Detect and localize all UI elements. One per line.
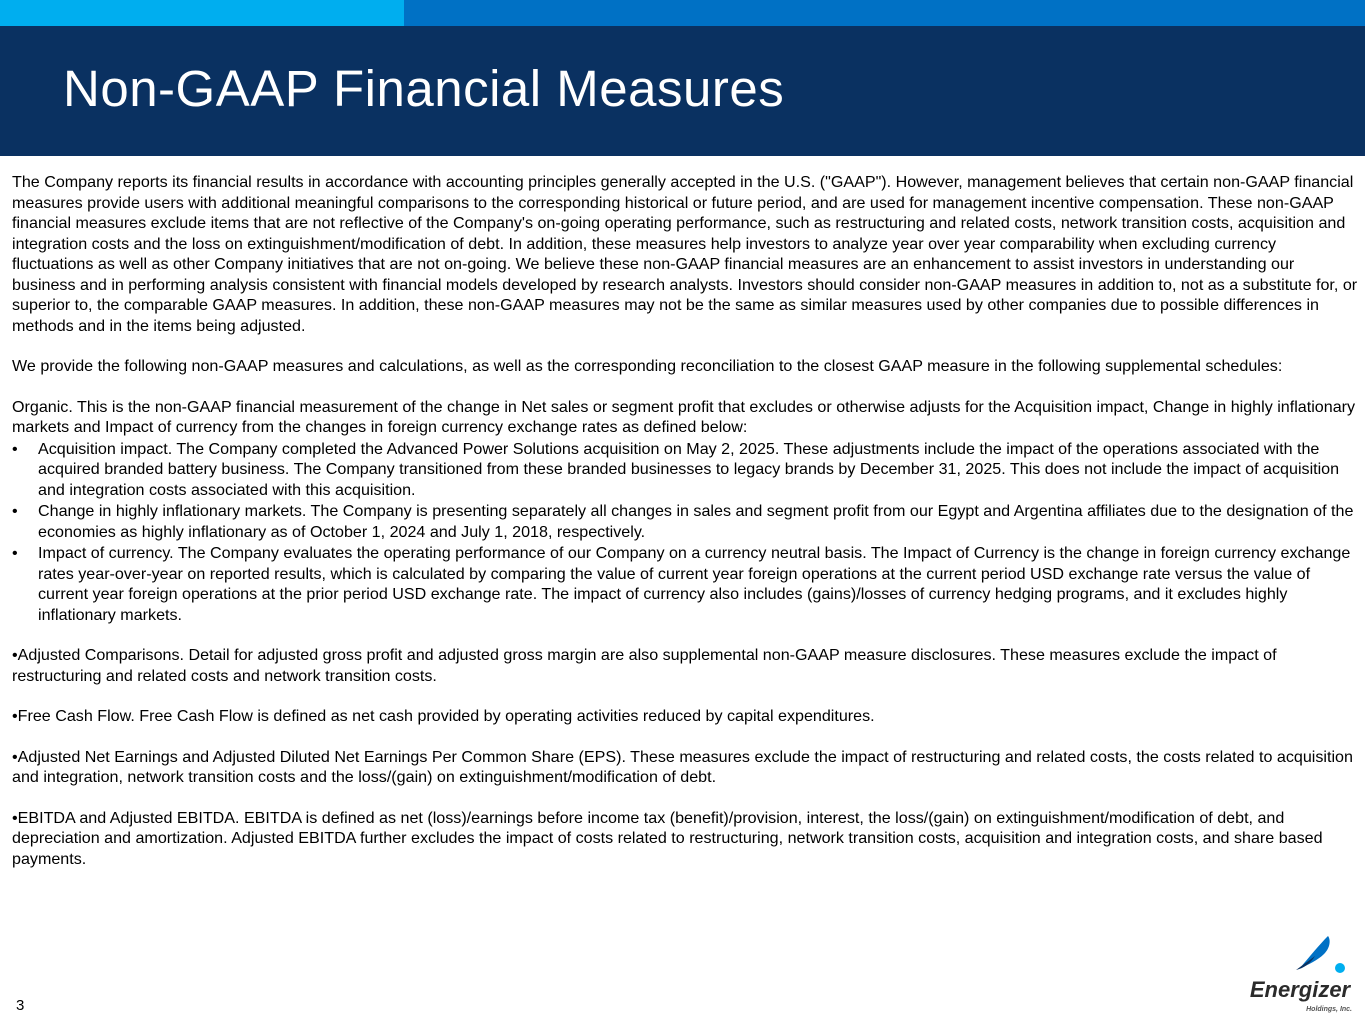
- top-accent-bar-light: [0, 0, 404, 26]
- slide-body: [12, 172, 1358, 869]
- adjusted-net-earnings-paragraph: •Adjusted Net Earnings and Adjusted Diluted Net Earnings Per Common Share (EPS). These measures exclude the impact of restructuring and related costs, the costs related to acquisition and integration, network transition costs and the loss/(gain) on extinguishment/modification of debt.: [12, 747, 1353, 786]
- organic-paragraph: Organic. This is the non-GAAP financial measurement of the change in Net sales or segment profit that excludes or otherwise adjusts for the Acquisition impact, Change in highly inflationary markets and Impact of currency from the changes in foreign currency exchange rates as defined below:: [12, 397, 1356, 436]
- inflationary-markets-text: Change in highly inflationary markets. The Company is presenting separately all changes in sales and segment profit from our Egypt and Argentina affiliates due to the designation of the economies as highly inflationary as of October 1, 2024 and July 1, 2018, respectively.: [38, 502, 1354, 541]
- impact-of-currency-text: Impact of currency. The Company evaluates the operating performance of our Company on a currency neutral basis. The Impact of Currency is the change in foreign currency exchange rates year-over-year on reported results, which is calculated by comparing the value of current year foreign operations at the current period USD exchange rate versus the value of current year foreign operations at the prior period USD exchange rate. The impact of currency also includes (gains)/losses of currency hedging programs, and it excludes highly inflationary markets.: [38, 544, 1351, 624]
- organic-bullet-list: [12, 439, 1358, 626]
- list-item: [12, 439, 1358, 501]
- logo-dot-icon: [1335, 963, 1345, 973]
- page-number: 3: [16, 997, 25, 1014]
- adjusted-comparisons-paragraph: •Adjusted Comparisons. Detail for adjusted gross profit and adjusted gross margin are also supplemental non-GAAP measure disclosures. These measures exclude the impact of restructuring and related costs and network transition costs.: [12, 646, 1277, 685]
- page-title: Non-GAAP Financial Measures: [63, 60, 785, 117]
- slide-header: [0, 26, 1365, 156]
- logo-wordmark: Energizer: [1249, 977, 1351, 1002]
- top-accent-bar-dark: [404, 0, 1365, 26]
- intro-paragraph: The Company reports its financial results in accordance with accounting principles generally accepted in the U.S. ("GAAP"). However, management believes that certain non-GAAP financial measures provide users with additional meaningful comparisons to the corresponding historical or future period, and are used for management incentive compensation. These non-GAAP financial measures exclude items that are not reflective of the Company's on-going operating performance, such as restructuring and related costs, network transition costs, acquisition and integration costs and the loss on extinguishment/modification of debt. In addition, these measures help investors to analyze year over year comparability when excluding currency fluctuations as well as other Company initiatives that are not on-going. We believe these non-GAAP financial measures are an enhancement to assist investors in understanding our business and in performing analysis consistent with financial models developed by research analysts. Investors should consider non-GAAP measures in addition to, not as a substitute for, or superior to, the comparable GAAP measures. In addition, these non-GAAP measures may not be the same as similar measures used by other companies due to possible differences in methods and in the items being adjusted.: [12, 173, 1358, 335]
- provide-paragraph: We provide the following non-GAAP measures and calculations, as well as the corresponding reconciliation to the closest GAAP measure in the following supplemental schedules:: [12, 357, 1283, 375]
- list-item: [12, 543, 1358, 625]
- logo-subtitle: Holdings, Inc.: [1306, 1006, 1352, 1013]
- list-item: [12, 501, 1358, 542]
- free-cash-flow-paragraph: •Free Cash Flow. Free Cash Flow is defined as net cash provided by operating activities reduced by capital expenditures.: [12, 707, 875, 725]
- bullet-icon: •: [12, 544, 18, 562]
- bullet-icon: •: [12, 439, 18, 458]
- logo-swoosh-icon: [1300, 936, 1330, 968]
- acquisition-impact-text: Acquisition impact. The Company completed the Advanced Power Solutions acquisition on May 2, 2025. These adjustments include the impact of the operations associated with the acquired branded battery business. The Company transitioned from these branded businesses to legacy brands by December 31, 2025. This does not include the impact of acquisition and integration costs associated with this acquisition.: [38, 439, 1340, 499]
- energizer-logo: [1244, 934, 1356, 1014]
- ebitda-paragraph: •EBITDA and Adjusted EBITDA. EBITDA is defined as net (loss)/earnings before income tax (benefit)/provision, interest, the loss/(gain) on extinguishment/modification of debt, and depreciation and amortization. Adjusted EBITDA further excludes the impact of costs related to restructuring, network transition costs, acquisition and integration costs, and share based payments.: [12, 808, 1323, 868]
- bullet-icon: •: [12, 502, 18, 520]
